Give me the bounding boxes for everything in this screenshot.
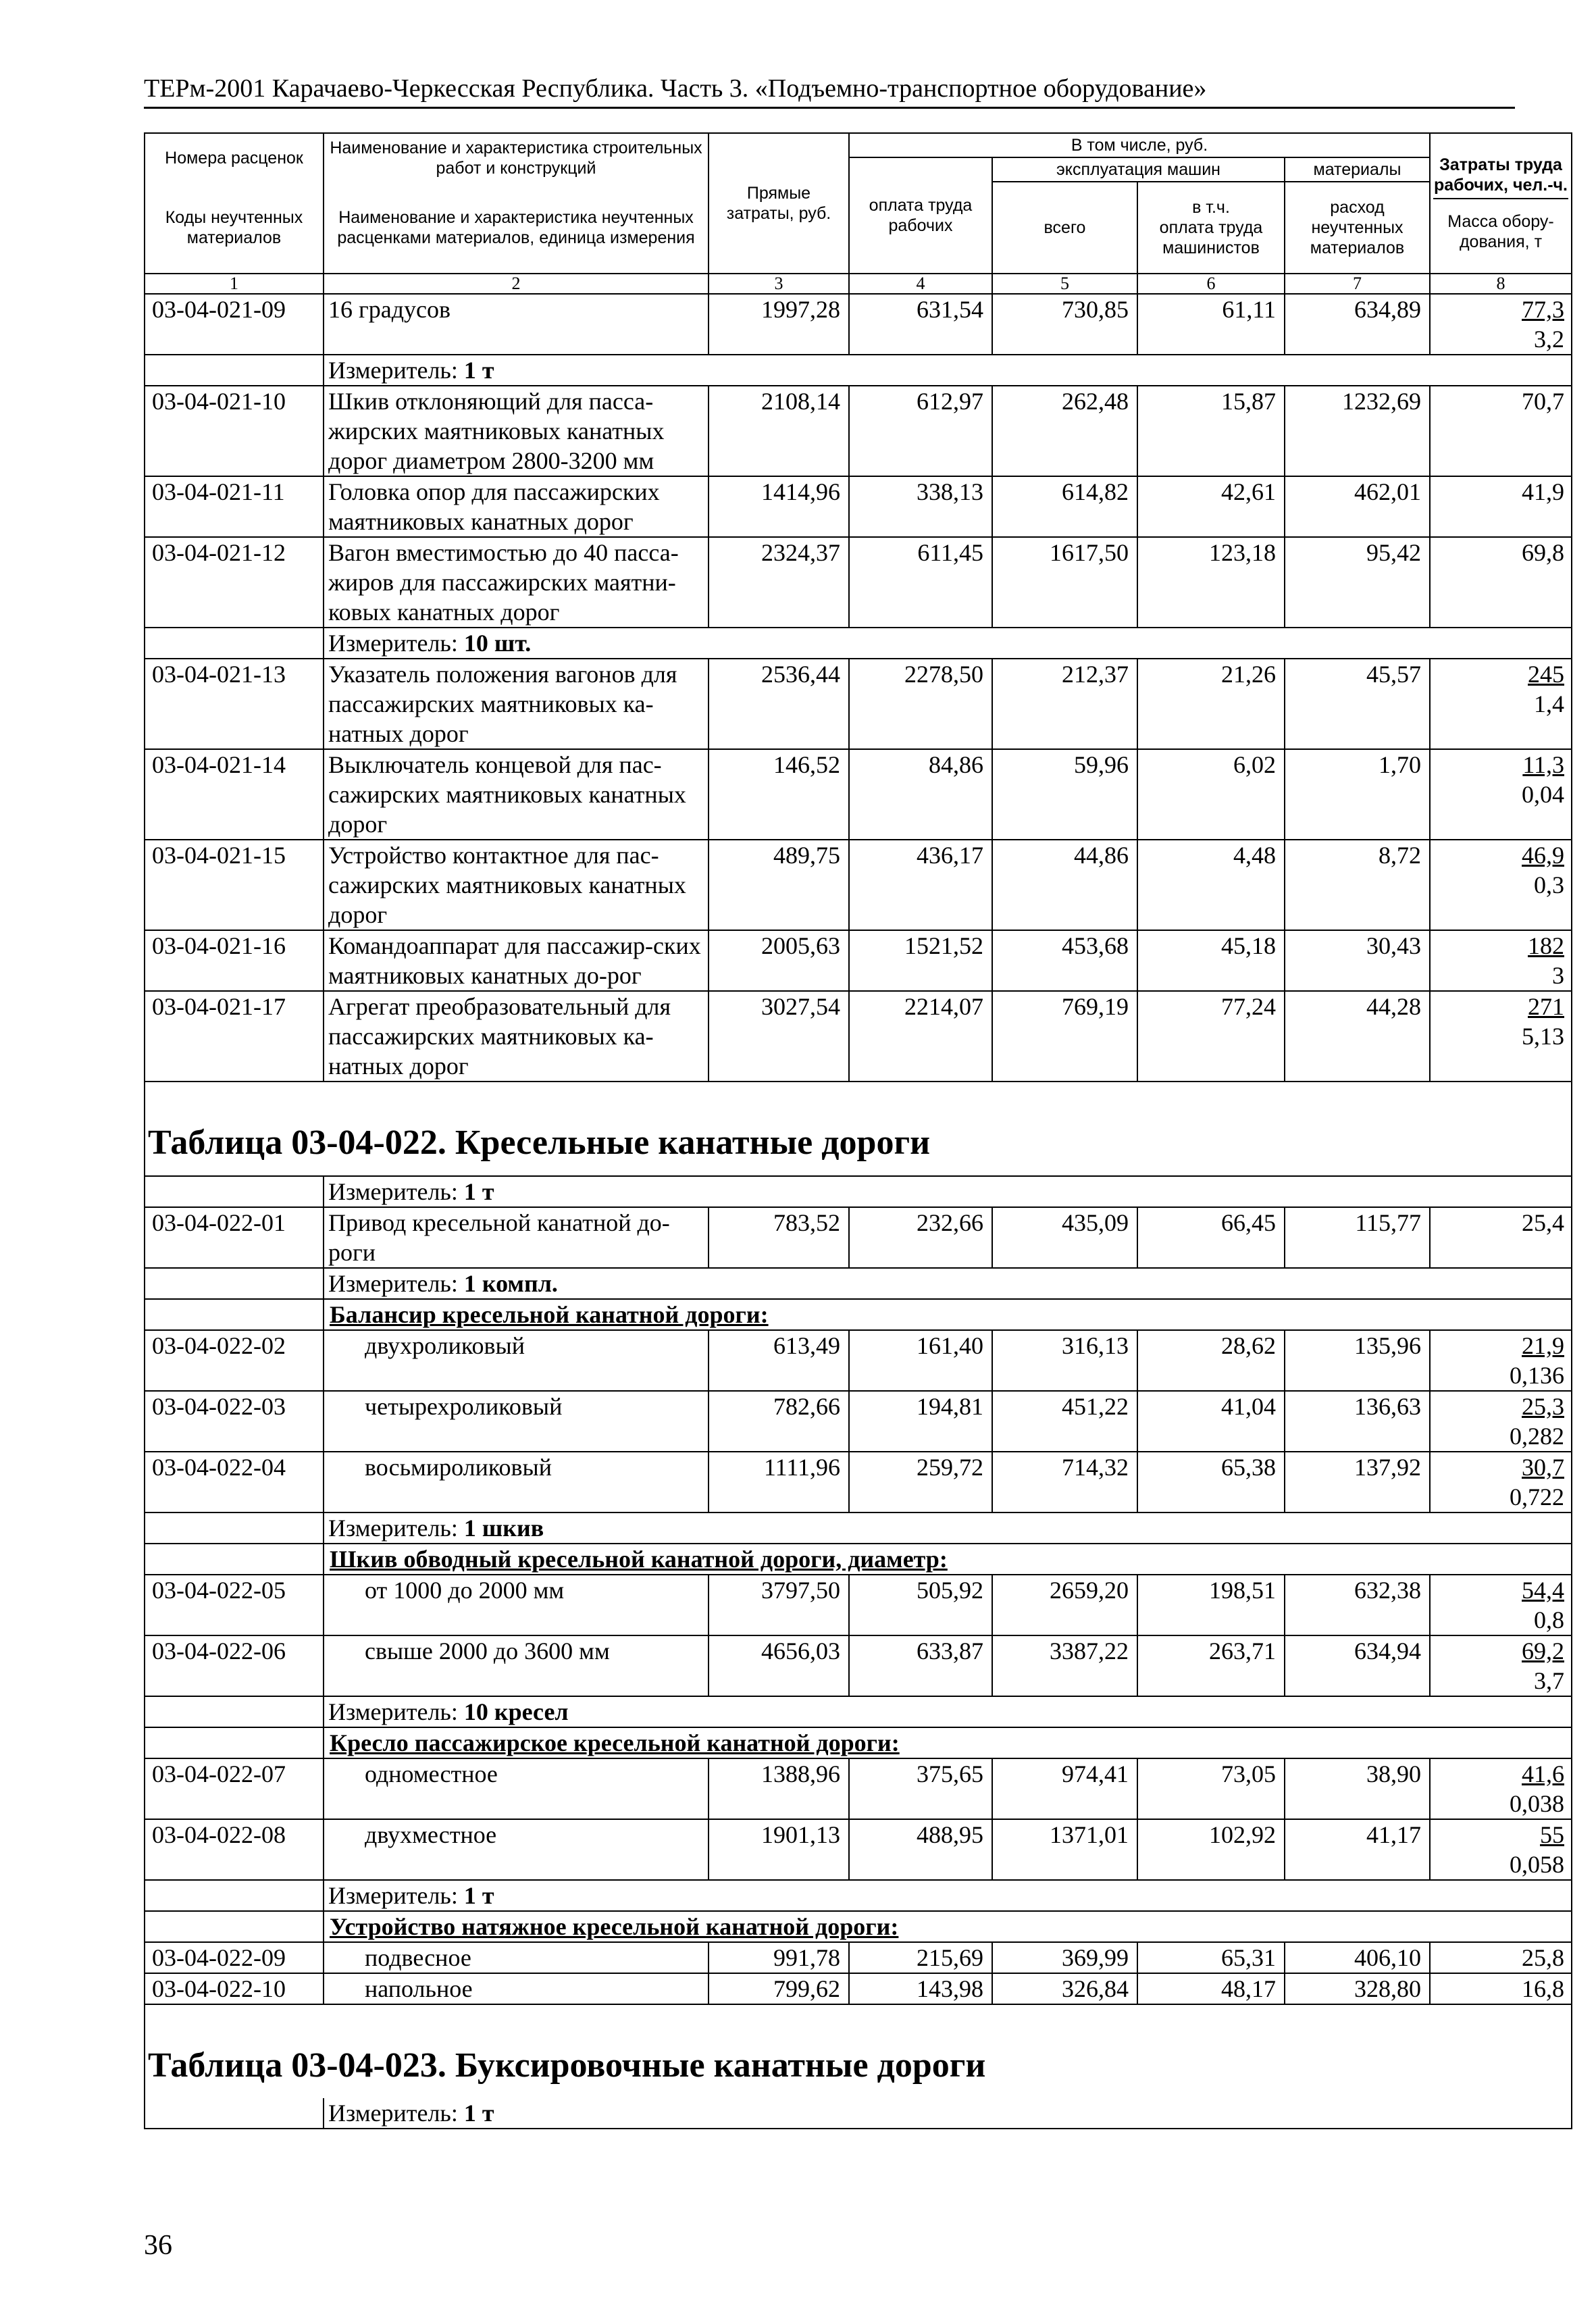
measure-cell xyxy=(324,1880,1572,1911)
col-number: 3 xyxy=(709,274,849,294)
labor-pay: 505,92 xyxy=(849,1575,992,1635)
rate-code: 03-04-022-02 xyxy=(145,1330,324,1391)
table-row xyxy=(145,659,1572,749)
operator-pay: 4,48 xyxy=(1137,840,1285,930)
materials-cost: 328,80 xyxy=(1285,1973,1430,2004)
operator-pay: 102,92 xyxy=(1137,1819,1285,1880)
measure-row xyxy=(145,355,1572,386)
materials-cost: 137,92 xyxy=(1285,1452,1430,1513)
materials-cost: 634,94 xyxy=(1285,1635,1430,1696)
labor-mass-cell xyxy=(1430,659,1572,749)
equipment-mass: 3,7 xyxy=(1534,1667,1564,1694)
rate-name: Вагон вместимостью до 40 пасса-жиров для пассажирских маятни-ковых канатных дорог xyxy=(324,537,709,628)
measure-cell xyxy=(324,1696,1572,1727)
direct-cost: 3797,50 xyxy=(709,1575,849,1635)
equipment-mass: 3 xyxy=(1552,962,1564,989)
labor-cost: 16,8 xyxy=(1522,1975,1564,2002)
equipment-mass: 0,038 xyxy=(1510,1790,1564,1817)
rate-name: Указатель положения вагонов для пассажирских маятниковых ка-натных дорог xyxy=(324,659,709,749)
rate-name: четырехроликовый xyxy=(324,1391,709,1452)
direct-cost: 2005,63 xyxy=(709,930,849,991)
group-heading: Балансир кресельной канатной дороги: xyxy=(324,1299,1572,1330)
labor-pay: 436,17 xyxy=(849,840,992,930)
table-row xyxy=(145,1452,1572,1513)
labor-cost: 69,2 xyxy=(1522,1637,1564,1664)
labor-pay: 612,97 xyxy=(849,386,992,476)
rate-name: от 1000 до 2000 мм xyxy=(324,1575,709,1635)
measure-unit: 10 шт. xyxy=(463,630,532,657)
rate-code: 03-04-022-07 xyxy=(145,1758,324,1819)
equipment-mass: 0,282 xyxy=(1510,1423,1564,1450)
rate-name: Головка опор для пассажирских маятниковых канатных дорог xyxy=(324,476,709,537)
labor-pay: 1521,52 xyxy=(849,930,992,991)
head-machines: эксплуатация машин xyxy=(992,157,1285,182)
labor-mass-cell xyxy=(1430,537,1572,628)
labor-pay: 259,72 xyxy=(849,1452,992,1513)
labor-mass-cell xyxy=(1430,991,1572,1082)
measure-cell xyxy=(324,628,1572,659)
measure-unit: 1 т xyxy=(463,2100,494,2127)
direct-cost: 991,78 xyxy=(709,1942,849,1973)
table-title-023: Таблица 03-04-023. Буксировочные канатные дороги xyxy=(145,2004,1572,2098)
table-row xyxy=(145,386,1572,476)
equipment-mass: 0,04 xyxy=(1522,781,1564,808)
labor-mass-cell xyxy=(1430,749,1572,840)
table-title-022: Таблица 03-04-022. Кресельные канатные дороги xyxy=(145,1082,1572,1176)
direct-cost: 613,49 xyxy=(709,1330,849,1391)
direct-cost: 4656,03 xyxy=(709,1635,849,1696)
machines-total: 316,13 xyxy=(992,1330,1137,1391)
materials-cost: 1232,69 xyxy=(1285,386,1430,476)
table-row xyxy=(145,991,1572,1082)
labor-mass-cell xyxy=(1430,1207,1572,1268)
measure-unit: 1 т xyxy=(463,357,494,384)
measure-label: Измеритель: xyxy=(328,1270,464,1297)
head-operator-pay xyxy=(1137,182,1285,274)
labor-pay: 232,66 xyxy=(849,1207,992,1268)
rate-name: двухместное xyxy=(324,1819,709,1880)
rate-code: 03-04-022-04 xyxy=(145,1452,324,1513)
measure-unit: 1 шкив xyxy=(463,1515,544,1542)
materials-cost: 45,57 xyxy=(1285,659,1430,749)
head-operator-pay-label: оплата труда машинистов xyxy=(1159,218,1263,257)
table-row xyxy=(145,930,1572,991)
table-row xyxy=(145,1330,1572,1391)
direct-cost: 1388,96 xyxy=(709,1758,849,1819)
operator-pay: 77,24 xyxy=(1137,991,1285,1082)
labor-pay: 2214,07 xyxy=(849,991,992,1082)
measure-unit: 1 т xyxy=(463,1882,494,1909)
labor-pay: 2278,50 xyxy=(849,659,992,749)
materials-cost: 406,10 xyxy=(1285,1942,1430,1973)
table-row xyxy=(145,1819,1572,1880)
group-row xyxy=(145,1727,1572,1758)
machines-total: 1371,01 xyxy=(992,1819,1137,1880)
head-labor-cost-label: Затраты труда рабочих, чел.-ч. xyxy=(1433,155,1568,199)
materials-cost: 1,70 xyxy=(1285,749,1430,840)
labor-pay: 84,86 xyxy=(849,749,992,840)
labor-cost: 30,7 xyxy=(1522,1454,1564,1481)
machines-total: 453,68 xyxy=(992,930,1137,991)
head-in-that-number: В том числе, руб. xyxy=(849,133,1430,157)
equipment-mass: 0,136 xyxy=(1510,1362,1564,1389)
materials-cost: 41,17 xyxy=(1285,1819,1430,1880)
labor-cost: 271 xyxy=(1528,993,1564,1020)
machines-total: 369,99 xyxy=(992,1942,1137,1973)
measure-cell xyxy=(324,1176,1572,1207)
equipment-mass: 0,722 xyxy=(1510,1483,1564,1510)
measure-label: Измеритель: xyxy=(328,357,464,384)
rate-code: 03-04-021-14 xyxy=(145,749,324,840)
rate-code: 03-04-021-09 xyxy=(145,294,324,355)
labor-cost: 182 xyxy=(1528,932,1564,959)
labor-cost: 25,8 xyxy=(1522,1944,1564,1971)
machines-total: 59,96 xyxy=(992,749,1137,840)
col-number: 5 xyxy=(992,274,1137,294)
head-direct: Прямые затраты, руб. xyxy=(709,133,849,274)
head-codes-top: Номера расценок xyxy=(145,133,324,182)
measure-label: Измеритель: xyxy=(328,1698,464,1725)
rate-code: 03-04-022-10 xyxy=(145,1973,324,2004)
equipment-mass: 1,4 xyxy=(1534,690,1564,717)
materials-cost: 8,72 xyxy=(1285,840,1430,930)
head-labor-cost xyxy=(1430,133,1572,274)
col-number: 2 xyxy=(324,274,709,294)
group-row xyxy=(145,1911,1572,1942)
table-body-022 xyxy=(145,1176,1572,2004)
rate-code: 03-04-021-15 xyxy=(145,840,324,930)
labor-cost: 70,7 xyxy=(1522,388,1564,415)
equipment-mass: 0,3 xyxy=(1534,871,1564,898)
equipment-mass: 0,8 xyxy=(1534,1606,1564,1633)
group-heading: Шкив обводный кресельной канатной дороги, диаметр: xyxy=(324,1544,1572,1575)
materials-cost: 136,63 xyxy=(1285,1391,1430,1452)
rate-name: одноместное xyxy=(324,1758,709,1819)
operator-pay: 42,61 xyxy=(1137,476,1285,537)
operator-pay: 6,02 xyxy=(1137,749,1285,840)
operator-pay: 61,11 xyxy=(1137,294,1285,355)
rates-table xyxy=(144,132,1572,2129)
labor-pay: 611,45 xyxy=(849,537,992,628)
table-row xyxy=(145,1635,1572,1696)
machines-total: 730,85 xyxy=(992,294,1137,355)
equipment-mass: 0,058 xyxy=(1510,1851,1564,1878)
measure-row xyxy=(145,628,1572,659)
operator-pay: 73,05 xyxy=(1137,1758,1285,1819)
direct-cost: 1111,96 xyxy=(709,1452,849,1513)
machines-total: 974,41 xyxy=(992,1758,1137,1819)
labor-mass-cell xyxy=(1430,386,1572,476)
page-number: 36 xyxy=(144,2230,172,2261)
rate-code: 03-04-022-08 xyxy=(145,1819,324,1880)
rate-code: 03-04-022-09 xyxy=(145,1942,324,1973)
rate-name: Агрегат преобразовательный для пассажирских маятниковых ка-натных дорог xyxy=(324,991,709,1082)
labor-cost: 69,8 xyxy=(1522,539,1564,566)
group-row xyxy=(145,1299,1572,1330)
rate-name: свыше 2000 до 3600 мм xyxy=(324,1635,709,1696)
group-row xyxy=(145,1544,1572,1575)
machines-total: 212,37 xyxy=(992,659,1137,749)
col-number: 4 xyxy=(849,274,992,294)
operator-pay: 15,87 xyxy=(1137,386,1285,476)
direct-cost: 782,66 xyxy=(709,1391,849,1452)
measure-row xyxy=(145,1880,1572,1911)
rate-name: 16 градусов xyxy=(324,294,709,355)
machines-total: 262,48 xyxy=(992,386,1137,476)
rate-code: 03-04-022-06 xyxy=(145,1635,324,1696)
labor-cost: 21,9 xyxy=(1522,1332,1564,1359)
table-row xyxy=(145,537,1572,628)
machines-total: 714,32 xyxy=(992,1452,1137,1513)
column-numbers xyxy=(145,274,1572,294)
machines-total: 451,22 xyxy=(992,1391,1137,1452)
equipment-mass: 5,13 xyxy=(1522,1023,1564,1050)
col-number: 8 xyxy=(1430,274,1572,294)
operator-pay: 65,31 xyxy=(1137,1942,1285,1973)
head-machines-total: всего xyxy=(992,182,1137,274)
machines-total: 2659,20 xyxy=(992,1575,1137,1635)
direct-cost: 783,52 xyxy=(709,1207,849,1268)
rate-code: 03-04-021-11 xyxy=(145,476,324,537)
materials-cost: 30,43 xyxy=(1285,930,1430,991)
col-number: 7 xyxy=(1285,274,1430,294)
direct-cost: 489,75 xyxy=(709,840,849,930)
machines-total: 614,82 xyxy=(992,476,1137,537)
labor-cost: 54,4 xyxy=(1522,1577,1564,1604)
operator-pay: 263,71 xyxy=(1137,1635,1285,1696)
table-row xyxy=(145,1575,1572,1635)
col-number: 1 xyxy=(145,274,324,294)
direct-cost: 799,62 xyxy=(709,1973,849,2004)
table-row xyxy=(145,1758,1572,1819)
rate-code: 03-04-021-12 xyxy=(145,537,324,628)
labor-cost: 55 xyxy=(1540,1821,1564,1848)
labor-mass-cell xyxy=(1430,1391,1572,1452)
materials-cost: 634,89 xyxy=(1285,294,1430,355)
operator-pay: 21,26 xyxy=(1137,659,1285,749)
head-codes-bottom: Коды неучтенных материалов xyxy=(145,182,324,274)
rate-name: подвесное xyxy=(324,1942,709,1973)
labor-mass-cell xyxy=(1430,1575,1572,1635)
labor-cost: 41,9 xyxy=(1522,478,1564,505)
group-heading: Кресло пассажирское кресельной канатной дороги: xyxy=(324,1727,1572,1758)
labor-cost: 25,3 xyxy=(1522,1393,1564,1420)
labor-mass-cell xyxy=(1430,1330,1572,1391)
price-table xyxy=(144,132,1571,2129)
head-material-usage: расход неучтенных материалов xyxy=(1285,182,1430,274)
measure-label: Измеритель: xyxy=(328,1882,464,1909)
materials-cost: 462,01 xyxy=(1285,476,1430,537)
rate-name: напольное xyxy=(324,1973,709,2004)
rate-name: восьмироликовый xyxy=(324,1452,709,1513)
measure-row xyxy=(145,1268,1572,1299)
table-row xyxy=(145,840,1572,930)
measure-cell xyxy=(324,1268,1572,1299)
rate-name: Выключатель концевой для пас-сажирских маятниковых канатных дорог xyxy=(324,749,709,840)
rate-name: Шкив отклоняющий для пасса-жирских маятниковых канатных дорог диаметром 2800-3200 мм xyxy=(324,386,709,476)
measure-row xyxy=(145,1176,1572,1207)
labor-cost: 25,4 xyxy=(1522,1209,1564,1236)
labor-pay: 633,87 xyxy=(849,1635,992,1696)
table-row xyxy=(145,476,1572,537)
table-title-023-section xyxy=(145,2004,1572,2129)
materials-cost: 95,42 xyxy=(1285,537,1430,628)
measure-row xyxy=(324,2098,1572,2129)
col-number: 6 xyxy=(1137,274,1285,294)
operator-pay: 65,38 xyxy=(1137,1452,1285,1513)
table-row xyxy=(145,1942,1572,1973)
labor-pay: 631,54 xyxy=(849,294,992,355)
equipment-mass: 3,2 xyxy=(1534,326,1564,353)
materials-cost: 135,96 xyxy=(1285,1330,1430,1391)
group-heading: Устройство натяжное кресельной канатной дороги: xyxy=(324,1911,1572,1942)
operator-pay: 45,18 xyxy=(1137,930,1285,991)
rate-code: 03-04-021-13 xyxy=(145,659,324,749)
labor-pay: 143,98 xyxy=(849,1973,992,2004)
measure-label: Измеритель: xyxy=(328,1515,464,1542)
table-head xyxy=(145,133,1572,294)
machines-total: 435,09 xyxy=(992,1207,1137,1268)
direct-cost: 2536,44 xyxy=(709,659,849,749)
head-materials: материалы xyxy=(1285,157,1430,182)
operator-pay: 48,17 xyxy=(1137,1973,1285,2004)
rate-code: 03-04-021-16 xyxy=(145,930,324,991)
rate-name: двухроликовый xyxy=(324,1330,709,1391)
measure-row xyxy=(145,1696,1572,1727)
labor-pay: 488,95 xyxy=(849,1819,992,1880)
labor-mass-cell xyxy=(1430,476,1572,537)
rate-code: 03-04-022-01 xyxy=(145,1207,324,1268)
measure-label: Измеритель: xyxy=(328,1178,464,1205)
direct-cost: 1414,96 xyxy=(709,476,849,537)
direct-cost: 146,52 xyxy=(709,749,849,840)
labor-pay: 161,40 xyxy=(849,1330,992,1391)
labor-pay: 375,65 xyxy=(849,1758,992,1819)
rate-code: 03-04-022-03 xyxy=(145,1391,324,1452)
materials-cost: 38,90 xyxy=(1285,1758,1430,1819)
materials-cost: 115,77 xyxy=(1285,1207,1430,1268)
table-row xyxy=(145,749,1572,840)
direct-cost: 2324,37 xyxy=(709,537,849,628)
head-name-bottom: Наименование и характеристика неучтенных расценками материалов, единица измерения xyxy=(324,182,709,274)
materials-cost: 632,38 xyxy=(1285,1575,1430,1635)
labor-pay: 194,81 xyxy=(849,1391,992,1452)
labor-pay: 338,13 xyxy=(849,476,992,537)
measure-row xyxy=(145,1513,1572,1544)
table-row xyxy=(145,294,1572,355)
measure-unit: 1 компл. xyxy=(463,1270,558,1297)
labor-mass-cell xyxy=(1430,294,1572,355)
materials-cost: 44,28 xyxy=(1285,991,1430,1082)
labor-mass-cell xyxy=(1430,1635,1572,1696)
head-mass-label: Масса обору-дования, т xyxy=(1447,212,1554,251)
page-header: ТЕРм-2001 Карачаево-Черкесская Республика. Часть 3. «Подъемно-транспортное оборудование» xyxy=(144,73,1515,109)
rate-code: 03-04-021-10 xyxy=(145,386,324,476)
operator-pay: 198,51 xyxy=(1137,1575,1285,1635)
table-row xyxy=(145,1973,1572,2004)
machines-total: 769,19 xyxy=(992,991,1137,1082)
direct-cost: 2108,14 xyxy=(709,386,849,476)
labor-mass-cell xyxy=(1430,1973,1572,2004)
rate-name: Командоаппарат для пассажир-ских маятниковых канатных до-рог xyxy=(324,930,709,991)
machines-total: 3387,22 xyxy=(992,1635,1137,1696)
operator-pay: 28,62 xyxy=(1137,1330,1285,1391)
labor-mass-cell xyxy=(1430,1819,1572,1880)
labor-cost: 41,6 xyxy=(1522,1760,1564,1787)
labor-cost: 77,3 xyxy=(1522,296,1564,323)
measure-unit: 1 т xyxy=(463,1178,494,1205)
head-incl: в т.ч. xyxy=(1192,198,1230,217)
rate-name: Привод кресельной канатной до-роги xyxy=(324,1207,709,1268)
labor-cost: 245 xyxy=(1528,661,1564,688)
measure-label: Измеритель: xyxy=(328,630,464,657)
operator-pay: 41,04 xyxy=(1137,1391,1285,1452)
machines-total: 326,84 xyxy=(992,1973,1137,2004)
operator-pay: 66,45 xyxy=(1137,1207,1285,1268)
measure-cell xyxy=(324,355,1572,386)
table-body-021 xyxy=(145,294,1572,1082)
direct-cost: 1901,13 xyxy=(709,1819,849,1880)
machines-total: 44,86 xyxy=(992,840,1137,930)
head-labor-pay: оплата труда рабочих xyxy=(849,157,992,274)
operator-pay: 123,18 xyxy=(1137,537,1285,628)
table-row xyxy=(145,1391,1572,1452)
labor-mass-cell xyxy=(1430,1758,1572,1819)
labor-mass-cell xyxy=(1430,1942,1572,1973)
labor-cost: 46,9 xyxy=(1522,842,1564,869)
rate-code: 03-04-022-05 xyxy=(145,1575,324,1635)
measure-label: Измеритель: xyxy=(328,2100,464,2127)
measure-cell xyxy=(324,1513,1572,1544)
labor-pay: 215,69 xyxy=(849,1942,992,1973)
machines-total: 1617,50 xyxy=(992,537,1137,628)
direct-cost: 3027,54 xyxy=(709,991,849,1082)
labor-mass-cell xyxy=(1430,1452,1572,1513)
direct-cost: 1997,28 xyxy=(709,294,849,355)
measure-unit: 10 кресел xyxy=(463,1698,569,1725)
table-title-022-section xyxy=(145,1082,1572,1176)
labor-cost: 11,3 xyxy=(1522,751,1564,778)
table-row xyxy=(145,1207,1572,1268)
labor-mass-cell xyxy=(1430,840,1572,930)
labor-mass-cell xyxy=(1430,930,1572,991)
rate-code: 03-04-021-17 xyxy=(145,991,324,1082)
head-name-top: Наименование и характеристика строительных работ и конструкций xyxy=(324,133,709,182)
rate-name: Устройство контактное для пас-сажирских маятниковых канатных дорог xyxy=(324,840,709,930)
